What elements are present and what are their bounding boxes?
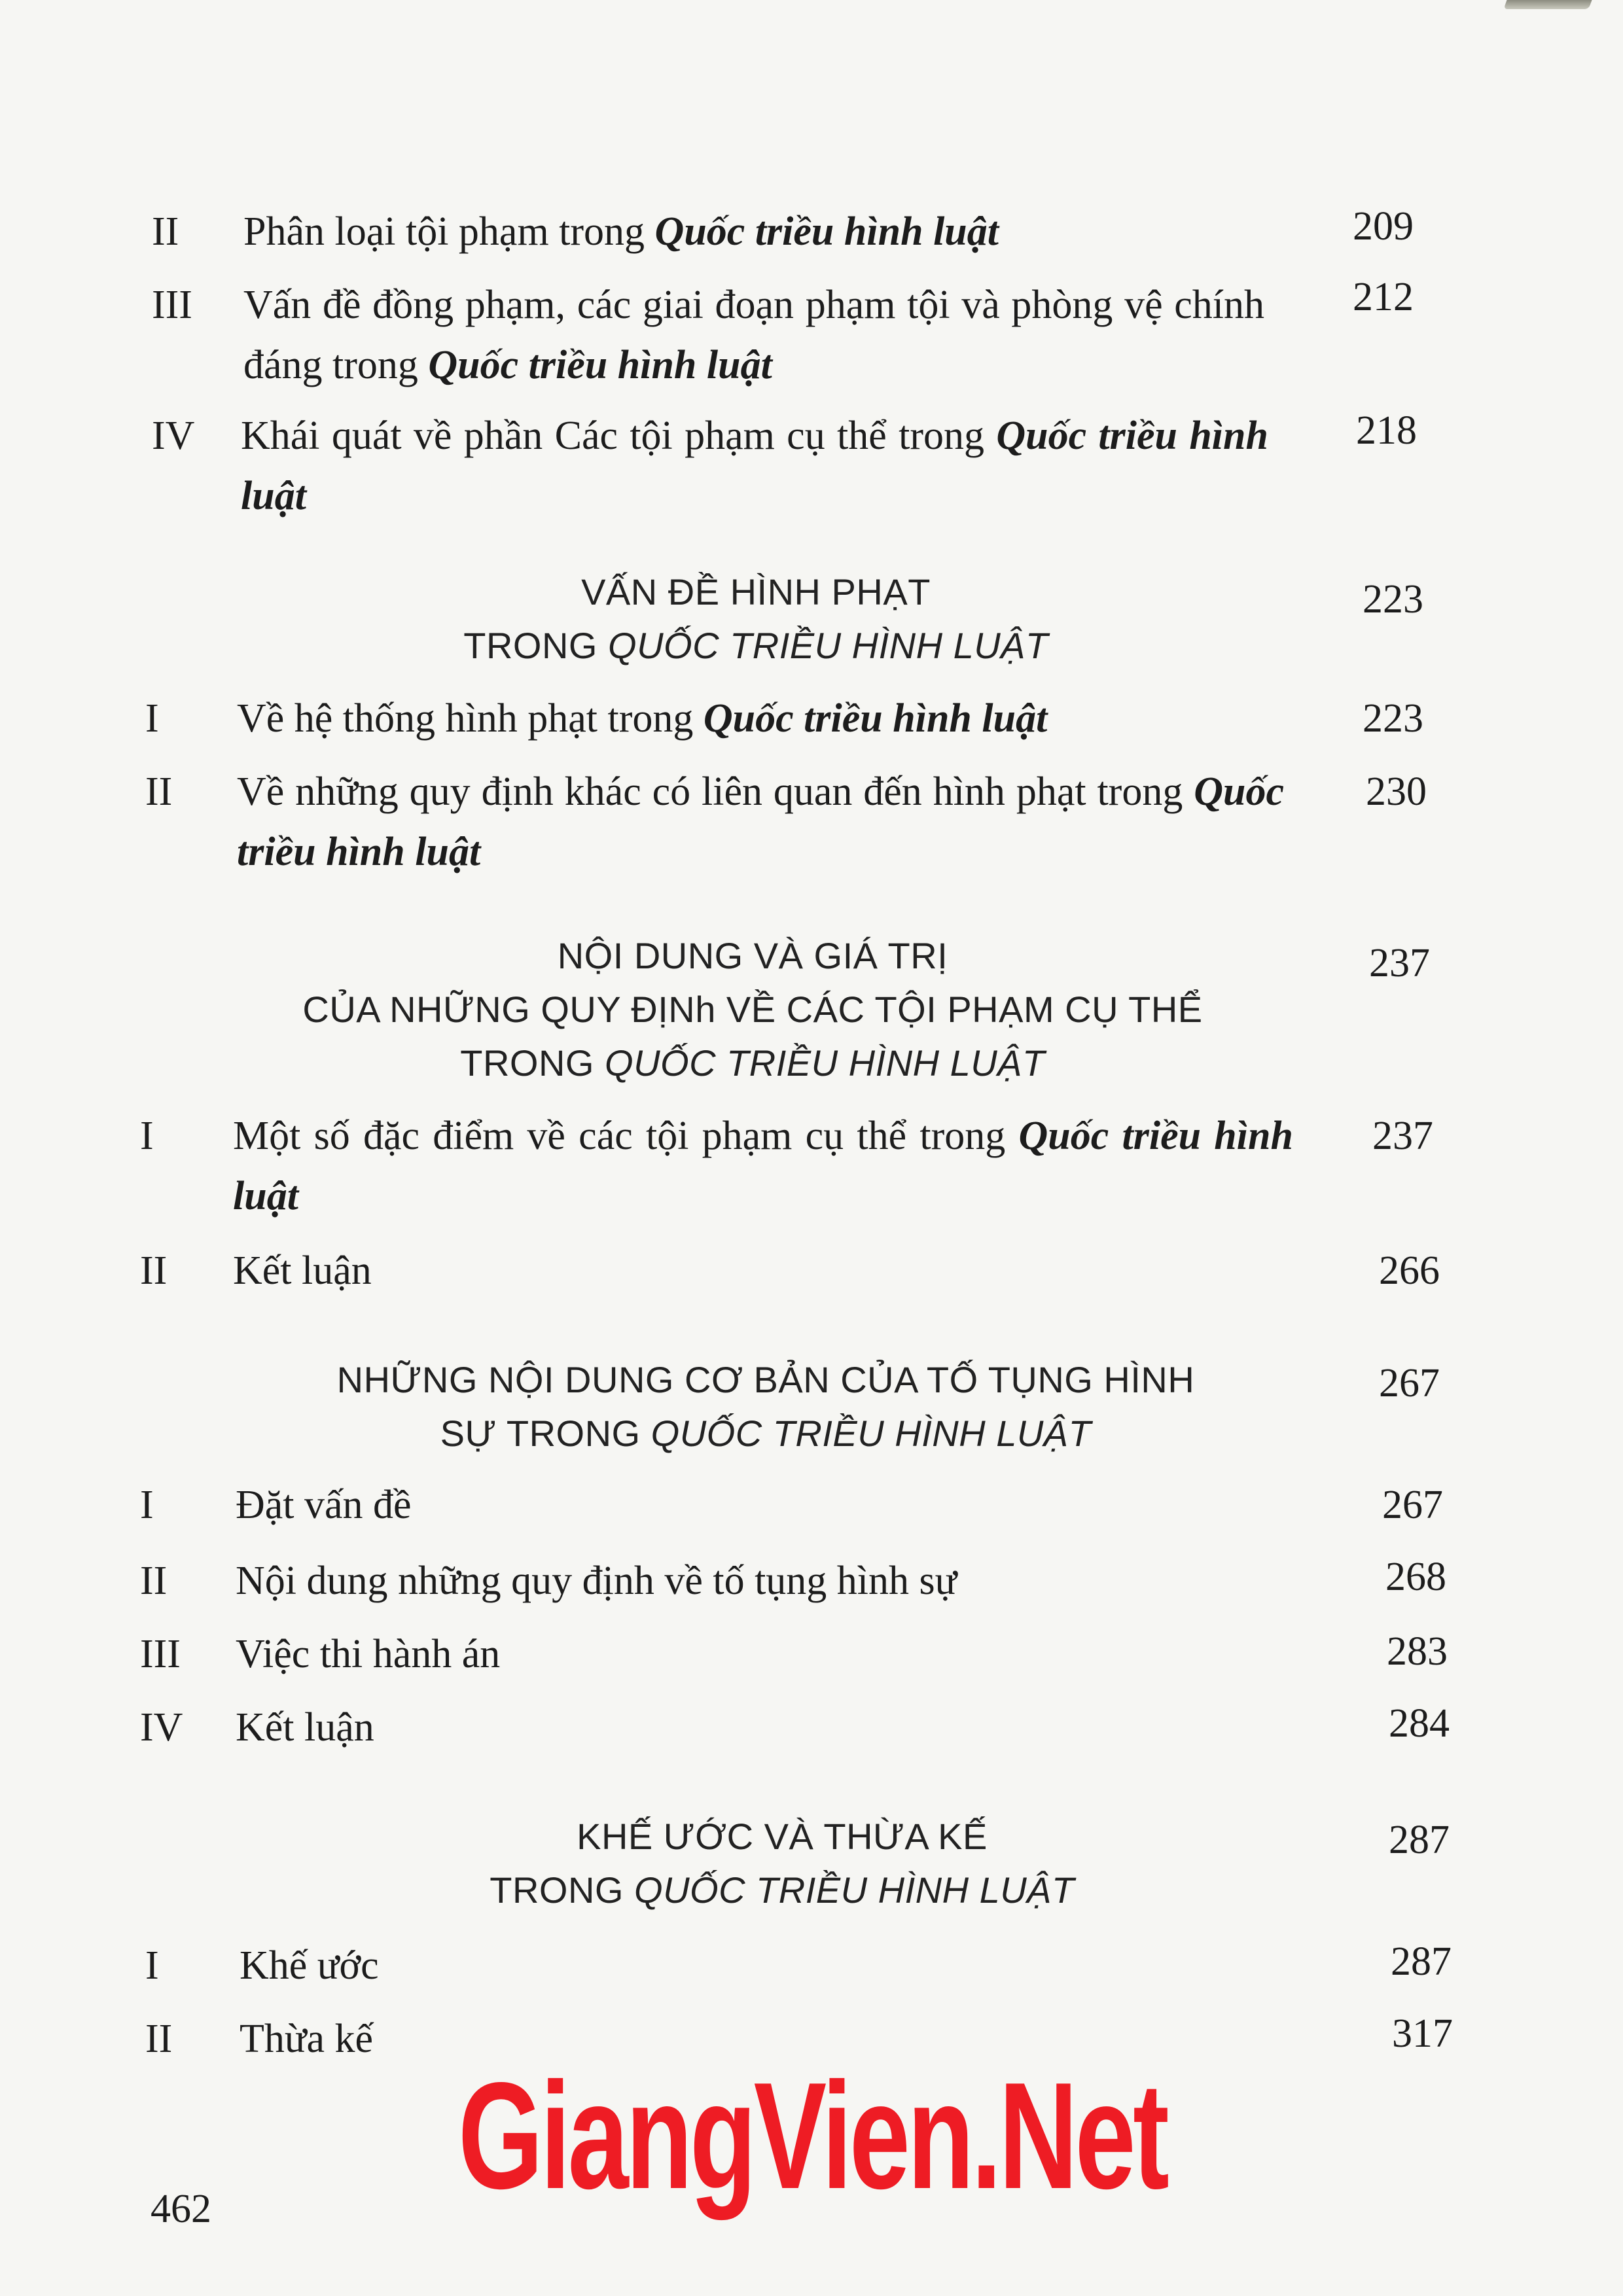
entry-title: Khế ước — [240, 1943, 379, 1988]
entry-page: 268 — [1385, 1555, 1446, 1599]
entry-number: II — [140, 1248, 168, 1293]
entry-page: 237 — [1372, 1114, 1433, 1158]
heading-page: 237 — [1369, 941, 1430, 985]
heading-page: 223 — [1363, 577, 1423, 622]
entry-page: 209 — [1353, 204, 1414, 249]
entry-number: II — [145, 2017, 173, 2061]
entry-number: I — [145, 696, 159, 741]
entry-page: 212 — [1353, 275, 1414, 319]
entry-number: II — [152, 209, 179, 254]
heading-text: VẤN ĐỀ HÌNH PHẠT TRONG QUỐC TRIỀU HÌNH LUẬT — [463, 571, 1048, 666]
entry-page: 223 — [1363, 696, 1423, 741]
entry-title: Về những quy định khác có liên quan đến hình phạt trong Quốc triều hình luật — [237, 769, 1284, 874]
entry-number: IV — [140, 1705, 183, 1750]
entry-title: Một số đặc điểm về các tội phạm cụ thể trong Quốc triều hình luật — [233, 1114, 1293, 1218]
entry-page: 267 — [1382, 1483, 1443, 1527]
entry-title: Thừa kế — [240, 2017, 374, 2061]
entry-number: III — [140, 1632, 181, 1676]
entry-page: 230 — [1366, 769, 1427, 814]
entry-number: III — [152, 283, 192, 327]
entry-title: Khái quát về phần Các tội phạm cụ thể trong Quốc triều hình luật — [241, 414, 1268, 518]
heading-text: NHỮNG NỘI DUNG CƠ BẢN CỦA TỐ TỤNG HÌNH SỰ TRONG QUỐC TRIỀU HÌNH LUẬT — [336, 1359, 1195, 1454]
entry-title: Nội dung những quy định về tố tụng hình sự — [236, 1559, 957, 1603]
entry-page: 284 — [1389, 1701, 1450, 1746]
entry-title: Phân loại tội phạm trong Quốc triều hình luật — [243, 209, 999, 254]
entry-number: I — [145, 1943, 159, 1988]
entry-page: 317 — [1392, 2011, 1453, 2056]
entry-page: 218 — [1356, 408, 1417, 453]
entry-number: II — [145, 769, 173, 814]
entry-page: 266 — [1379, 1248, 1440, 1293]
heading-text: NỘI DUNG VÀ GIÁ TRỊ CỦA NHỮNG QUY ĐỊNh VỀ CÁC TỘI PHẠM CỤ THỂ TRONG QUỐC TRIỀU HÌNH LUẬT — [302, 935, 1203, 1084]
heading-page: 287 — [1389, 1818, 1450, 1862]
entry-title: Kết luận — [236, 1705, 374, 1750]
entry-title: Về hệ thống hình phạt trong Quốc triều hình luật — [237, 696, 1048, 741]
entry-number: II — [140, 1559, 168, 1603]
heading-page: 267 — [1379, 1361, 1440, 1405]
entry-number: I — [140, 1483, 154, 1527]
entry-title: Đặt vấn đề — [236, 1483, 412, 1527]
page-edge-mark — [1503, 0, 1592, 9]
entry-number: I — [140, 1114, 154, 1158]
entry-number: IV — [152, 414, 195, 458]
entry-page: 287 — [1391, 1939, 1452, 1984]
entry-title: Việc thi hành án — [236, 1632, 501, 1676]
page-number: 462 — [151, 2187, 211, 2231]
entry-title: Vấn đề đồng phạm, các giai đoạn phạm tội và phòng vệ chính đáng trong Quốc triều hình luật — [243, 283, 1264, 387]
heading-text: KHẾ ƯỚC VÀ THỪA KẾ TRONG QUỐC TRIỀU HÌNH LUẬT — [490, 1816, 1075, 1911]
watermark-logo: GiangVien.Net — [458, 2051, 1167, 2221]
entry-title: Kết luận — [233, 1248, 372, 1293]
entry-page: 283 — [1387, 1629, 1448, 1674]
